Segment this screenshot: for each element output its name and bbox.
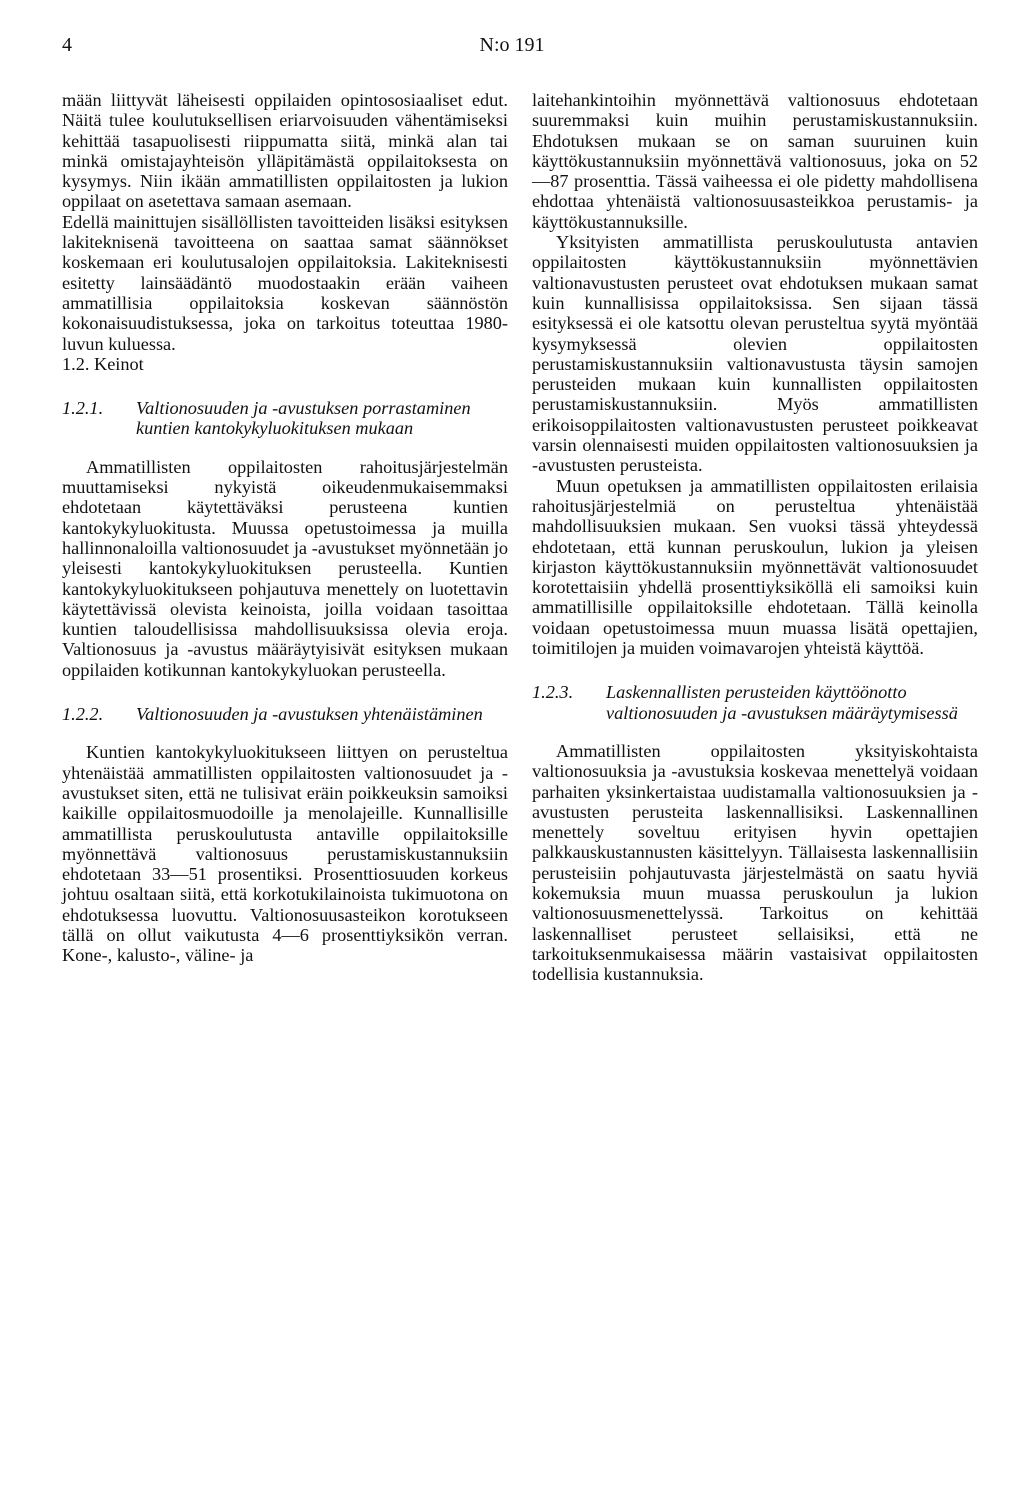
paragraph: Muun opetuksen ja ammatillisten oppilaitosten erilaisia rahoitusjärjestelmiä on perusteltua yhtenäistää mahdollisuuksien mukaan. Sen vuoksi tässä yhteydessä ehdotetaan, että kunnan peruskoulun, lukion ja yleisen kirjaston käyttökustannuksiin myönnettävät valtionosuudet korotettaisiin yhdellä prosenttiyksiköllä eli samoiksi kuin ammatillisille oppilaitoksille ehdotetaan. Tällä keinolla voidaan opetustoimessa muun muassa lisätä opettajien, toimitilojen ja muiden voimavarojen yhteistä käyttöä. [532, 475, 978, 659]
paragraph: Edellä mainittujen sisällöllisten tavoitteiden lisäksi esityksen lakiteknisenä tavoitteena on saattaa samat säännökset koskemaan eri koulutusalojen oppilaitoksia. Lakiteknisesti esitetty lainsäädäntö muodostaakin erään vaiheen ammatillisia oppilaitoksia koskevan säännöstön kokonaisuudistuksessa, joka on tarkoitus toteuttaa 1980-luvun kuluessa. [62, 211, 508, 354]
right-column [532, 90, 978, 984]
subsection-title: Valtionosuuden ja -avustuksen porrastaminen kuntien kantokykyluokituksen mukaan [136, 398, 471, 439]
running-head: N:o 191 [479, 34, 545, 56]
subsection-number: 1.2.2. [62, 704, 104, 725]
subsection-number: 1.2.3. [532, 682, 574, 703]
subsection-title: Valtionosuuden ja -avustuksen yhtenäistäminen [136, 704, 483, 725]
paragraph: mään liittyvät läheisesti oppilaiden opintososiaaliset edut. Näitä tulee koulutuksellisen eriarvoisuuden vähentämiseksi kehittää tasapuolisesti riippumatta siitä, minkä alan tai minkä omistajayhteisön ylläpitämästä oppilaitoksesta on kysymys. Niin ikään ammatillisten oppilaitosten ja lukion oppilaat on asetettava samaan asemaan. [62, 90, 508, 212]
subsection-number: 1.2.1. [62, 398, 104, 419]
page-number: 4 [62, 34, 72, 56]
subsection-title: Laskennallisten perusteiden käyttöönotto valtionosuuden ja -avustuksen määräytymisessä [606, 682, 958, 723]
subsection-heading [532, 682, 978, 723]
paragraph: laitehankintoihin myönnettävä valtionosuus ehdotetaan suuremmaksi kuin muihin perustamiskustannuksiin. Ehdotuksen mukaan se on saman suuruinen kuin käyttökustannuksiin myönnettävä valtionosuus, joka on 52—87 prosenttia. Tässä vaiheessa ei ole pidetty mahdollisena ehdottaa yhtenäistä valtionosuusasteikkoa perustamis- ja käyttökustannuksille. [532, 90, 978, 232]
paragraph: Ammatillisten oppilaitosten rahoitusjärjestelmän muuttamiseksi nykyistä oikeudenmukaisemmaksi ehdotetaan käytettäväksi perusteena kuntien kantokykyluokitusta. Muussa opetustoimessa ja muilla hallinnonaloilla valtionosuudet ja -avustukset myönnetään jo yleisesti kantokykyluokituksen perusteella. Kuntien kantokykyluokitukseen pohjautuva menettely on luotettavin käytettävissä olevista keinoista, joilla voidaan tasoittaa kuntien taloudellisissa mahdollisuuksissa olevia eroja. Valtionosuus ja -avustus määräytyisivät esityksen mukaan oppilaiden kotikunnan kantokykyluokan perusteella. [62, 456, 508, 680]
subsection-heading [62, 398, 508, 439]
paragraph: Yksityisten ammatillista peruskoulutusta antavien oppilaitosten käyttökustannuksiin myönnettävien valtionavustusten perusteet ovat ehdotuksen mukaan samat kuin kunnallisissa oppilaitoksissa. Sen sijaan tässä esityksessä ei ole katsottu olevan perusteltua syytä myöntää kysymyksessä olevien oppilaitosten perustamiskustannuksiin valtionavustusta täysin samojen perusteiden mukaan kuin kunnallisten oppilaitosten perustamiskustannuksiin. Myös ammatillisten erikoisoppilaitosten valtionavustusten perusteet poikkeavat varsin olennaisesti muiden oppilaitosten valtionosuuksien ja -avustusten perusteista. [532, 232, 978, 476]
subsection-heading [62, 704, 508, 724]
paragraph: Ammatillisten oppilaitosten yksityiskohtaista valtionosuuksia ja -avustuksia koskevaa menettelyä voidaan parhaiten yksinkertaistaa uudistamalla valtionosuuksien ja -avustusten perusteita laskennallisiksi. Laskennallinen menettely soveltuu erityisen hyvin opettajien palkkauskustannusten käsittelyyn. Tällaisesta laskennallisiin perusteisiin pohjautuvasta järjestelmästä on saatu hyviä kokemuksia muun muassa peruskoulun ja lukion valtionosuusmenettelyssä. Tarkoitus on kehittää laskennalliset perusteet sellaisiksi, että ne tarkoituksenmukaisessa määrin vastaisivat oppilaitosten todellisia kustannuksia. [532, 740, 978, 985]
paragraph: Kuntien kantokykyluokitukseen liittyen on perusteltua yhtenäistää ammatillisten oppilaitosten valtionosuudet ja -avustukset siten, että ne tulisivat eräin poikkeuksin samoiksi kaikille oppilaitosmuodoille ja menolajeille. Kunnallisille ammatillista peruskoulutusta antaville oppilaitoksille myönnettävä valtionosuus perustamiskustannuksiin ehdotetaan 33—51 prosentiksi. Prosenttiosuuden korkeus johtuu osaltaan siitä, että korkotukilainoista tukimuotona on ehdotuksessa luovuttu. Valtionosuusasteikon korotukseen tällä on ollut vaikutusta 4—6 prosenttiyksikön verran. Kone-, kalusto-, väline- ja [62, 742, 508, 966]
section-heading: 1.2. Keinot [62, 353, 144, 374]
left-column [62, 90, 508, 966]
